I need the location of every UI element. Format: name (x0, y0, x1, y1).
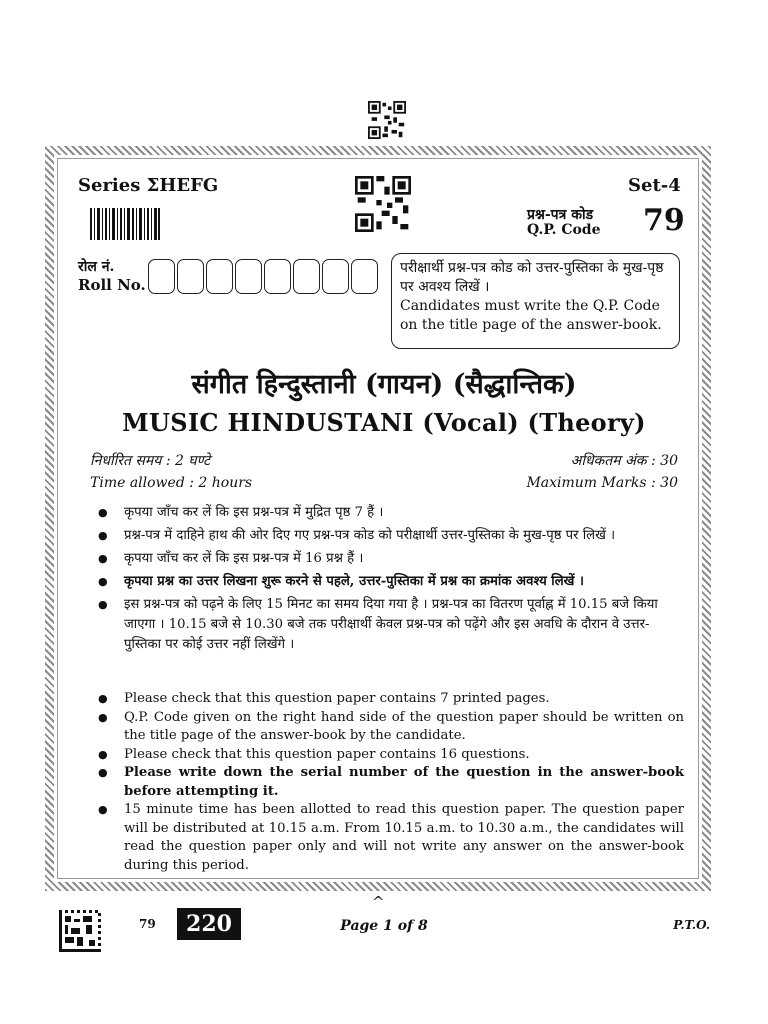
instruction-item: ● 15 minute time has been allotted to read this question paper. The question paper will be distributed at 10.15 a.m. From 10.15 a.m. to 10.30 a.m., the candidates will read the question paper only and will not write any answer on the answer-book during this period. (96, 801, 684, 875)
roll-number-digit-box[interactable] (264, 259, 291, 294)
footer-qp-code: 79 (139, 917, 156, 931)
roll-number-boxes (148, 259, 378, 294)
caret-mark: ^ (372, 893, 385, 911)
maximum-marks-hindi: अधिकतम अंक : 30 (570, 453, 678, 469)
instruction-item: ● इस प्रश्न-पत्र को पढ़ने के लिए 15 मिनट का समय दिया गया है । प्रश्न-पत्र का वितरण पूर्वाह्न में 10.15 बजे किया जाएगा । 10.15 बजे से 10.30 बजे तक परीक्षार्थी केवल प्रश्न-पत्र को पढ़ेंगे और इस अवधि के दौरान वे उत्तर-पुस्तिका पर कोई उत्तर नहीं लिखेंगे । (96, 595, 684, 655)
page-number: Page 1 of 8 (340, 918, 428, 934)
notice-english: Candidates must write the Q.P. Code on the title page of the answer-book. (400, 298, 662, 333)
footer-paper-number: 220 (177, 908, 241, 940)
instruction-item: ● कृपया जाँच कर लें कि इस प्रश्न-पत्र में मुद्रित पृष्ठ 7 हैं । (96, 503, 684, 523)
qr-code-icon (368, 101, 406, 139)
instructions-hindi (96, 503, 684, 658)
qp-code-value: 79 (643, 203, 685, 238)
roll-number-label-hindi: रोल नं. (78, 259, 115, 275)
roll-number-digit-box[interactable] (206, 259, 233, 294)
instruction-item: ● Q.P. Code given on the right hand side of the question paper should be written on the title page of the answer-book by the candidate. (96, 709, 684, 746)
notice-hindi: परीक्षार्थी प्रश्न-पत्र कोड को उत्तर-पुस्तिका के मुख-पृष्ठ पर अवश्य लिखें । (400, 260, 664, 295)
instruction-item: ● कृपया प्रश्न का उत्तर लिखना शुरू करने से पहले, उत्तर-पुस्तिका में प्रश्न का क्रमांक अवश्य लिखें । (96, 572, 684, 592)
time-allowed: Time allowed : 2 hours (90, 475, 253, 491)
roll-number-digit-box[interactable] (322, 259, 349, 294)
instruction-item: ● Please check that this question paper contains 7 printed pages. (96, 690, 684, 709)
time-allowed-hindi: निर्धारित समय : 2 घण्टे (90, 453, 211, 469)
roll-number-digit-box[interactable] (148, 259, 175, 294)
roll-number-digit-box[interactable] (235, 259, 262, 294)
subject-title: MUSIC HINDUSTANI (Vocal) (Theory) (122, 408, 646, 437)
qp-code-label-hindi: प्रश्न-पत्र कोड (527, 207, 594, 223)
set-label: Set-4 (628, 175, 681, 196)
candidate-notice-box (391, 253, 680, 349)
instruction-item: ● Please write down the serial number of the question in the answer-book before attempting it. (96, 764, 684, 801)
please-turn-over: P.T.O. (673, 918, 710, 932)
qp-code-label: Q.P. Code (527, 222, 601, 238)
roll-number-label: Roll No. (78, 276, 146, 294)
subject-title-hindi: संगीत हिन्दुस्तानी (गायन) (सैद्धान्तिक) (191, 369, 577, 400)
series-label: Series ΣHEFG (78, 175, 219, 196)
roll-number-digit-box[interactable] (293, 259, 320, 294)
instruction-item: ● प्रश्न-पत्र में दाहिने हाथ की ओर दिए गए प्रश्न-पत्र कोड को परीक्षार्थी उत्तर-पुस्तिका के मुख-पृष्ठ पर लिखें । (96, 526, 684, 546)
instruction-item: ● Please check that this question paper contains 16 questions. (96, 746, 684, 765)
barcode-icon (90, 208, 160, 240)
instructions-english (96, 690, 684, 875)
instruction-item: ● कृपया जाँच कर लें कि इस प्रश्न-पत्र में 16 प्रश्न हैं । (96, 549, 684, 569)
roll-number-digit-box[interactable] (351, 259, 378, 294)
roll-number-digit-box[interactable] (177, 259, 204, 294)
maximum-marks: Maximum Marks : 30 (526, 475, 678, 491)
